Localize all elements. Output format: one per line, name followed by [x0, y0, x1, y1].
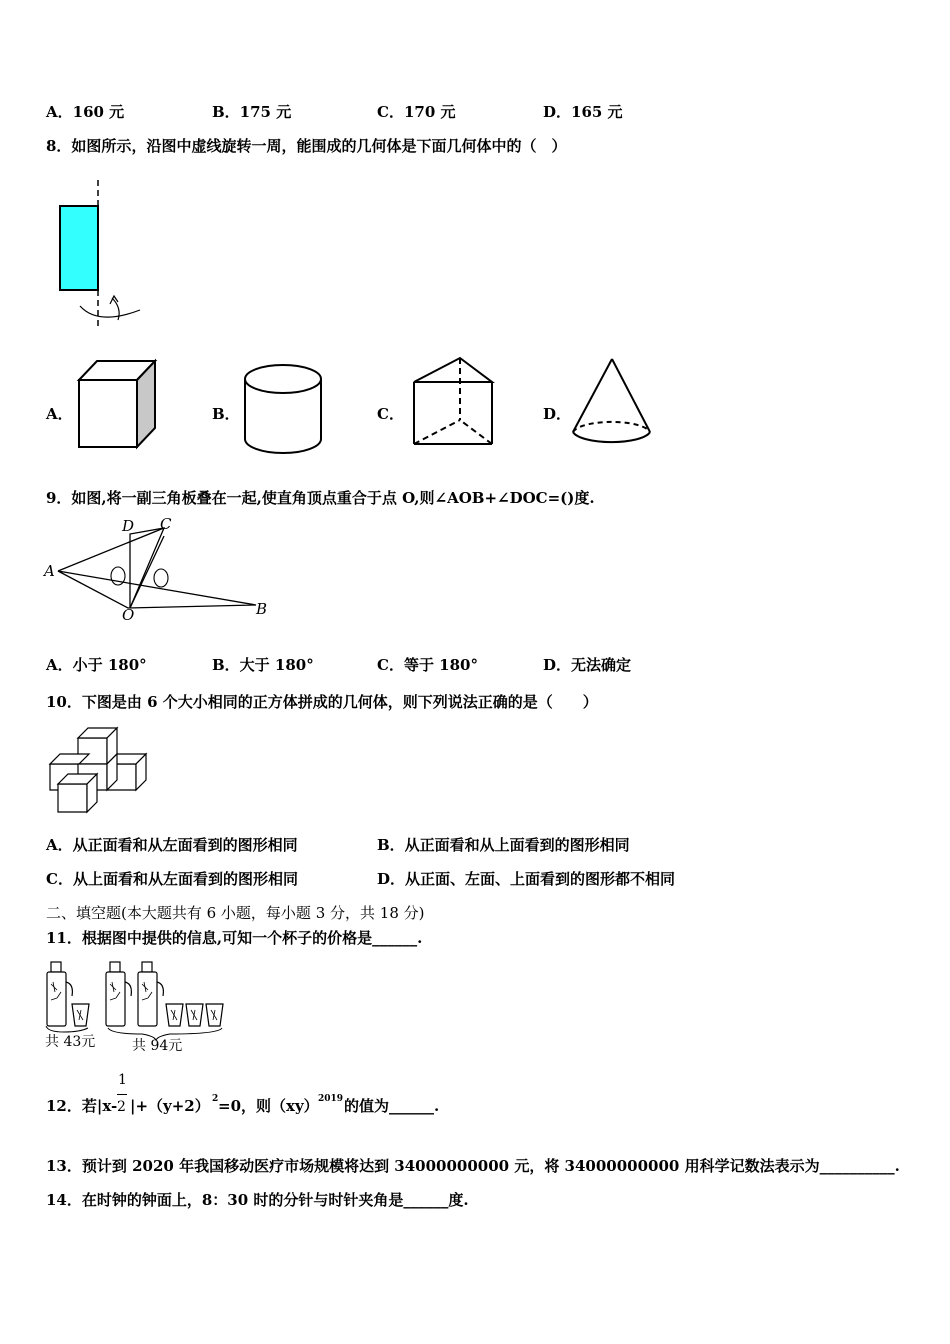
- cube-icon: [76, 358, 158, 450]
- q8-option-d: D．: [543, 405, 572, 423]
- q8-option-a: A．: [46, 405, 73, 423]
- q8-rotation-figure: [50, 178, 160, 334]
- section-heading: 二、填空题(本大题共有 6 小题，每小题 3 分，共 18 分): [46, 904, 425, 922]
- q12-exponent: 2: [212, 1094, 219, 1104]
- q9-option-a: A．小于 180°: [46, 656, 147, 674]
- q12-fraction-numerator: 1: [118, 1072, 127, 1088]
- label-d: D: [122, 517, 135, 535]
- q7-option-d: D．165 元: [543, 103, 623, 121]
- q9-option-c: C．等于 180°: [377, 656, 478, 674]
- q8-stem: 8．如图所示，沿图中虚线旋转一周，能围成的几何体是下面几何体中的（ ）: [46, 137, 567, 155]
- q10-option-a: A．从正面看和从左面看到的图形相同: [46, 836, 298, 854]
- q10-cubes-figure: [46, 724, 150, 816]
- label-o: O: [122, 606, 135, 624]
- label-b: B: [256, 600, 268, 618]
- label-a: A: [44, 562, 55, 580]
- q9-option-b: B．大于 180°: [212, 656, 314, 674]
- q10-option-b: B．从正面看和从上面看到的图形相同: [377, 836, 630, 854]
- cylinder-icon: [242, 362, 324, 456]
- q7-option-b: B．175 元: [212, 103, 292, 121]
- q9-triangle-figure: [40, 514, 280, 624]
- q12-fraction-bar: [117, 1094, 127, 1095]
- triangle-aob: [58, 571, 256, 608]
- q11-stem: 11．根据图中提供的信息,可知一个杯子的价格是______.: [46, 929, 423, 947]
- label-c: C: [160, 515, 172, 533]
- q11-label-right: 共 94元: [132, 1038, 183, 1054]
- triangular-prism-icon: [410, 354, 496, 450]
- q12-body-3: 的值为______.: [344, 1097, 440, 1115]
- q9-stem: 9．如图,将一副三角板叠在一起,使直角顶点重合于点 O,则∠AOB+∠DOC=()度.: [46, 489, 595, 507]
- q7-option-a: A．160 元: [46, 103, 125, 121]
- q12-body: |+（y+2）: [130, 1097, 210, 1115]
- q12-exponent-2: 2019: [318, 1094, 344, 1104]
- q10-option-c: C．从上面看和从左面看到的图形相同: [46, 870, 298, 888]
- q13-stem: 13．预计到 2020 年我国移动医疗市场规模将达到 34000000000 元，将 34000000000 用科学记数法表示为__________.: [46, 1157, 900, 1175]
- q11-label-left: 共 43元: [45, 1034, 96, 1050]
- q12-body-2: =0，则（xy）: [218, 1097, 319, 1115]
- q10-option-d: D．从正面、左面、上面看到的图形都不相同: [377, 870, 676, 888]
- q8-option-c: C．: [377, 405, 404, 423]
- q8-option-b: B．: [212, 405, 240, 423]
- q12-fraction-denominator: 2: [117, 1099, 126, 1115]
- q9-option-d: D．无法确定: [543, 656, 632, 674]
- q12-prefix: 12．若|x-: [46, 1097, 118, 1115]
- q7-option-c: C．170 元: [377, 103, 456, 121]
- q11-bottles-cups-figure: [42, 960, 242, 1056]
- q14-stem: 14．在时钟的钟面上，8：30 时的分针与时针夹角是______度.: [46, 1191, 469, 1209]
- cone-icon: [570, 356, 654, 448]
- q10-stem: 10．下图是由 6 个大小相同的正方体拼成的几何体，则下列说法正确的是（ ）: [46, 693, 598, 711]
- shaded-rectangle: [60, 206, 98, 290]
